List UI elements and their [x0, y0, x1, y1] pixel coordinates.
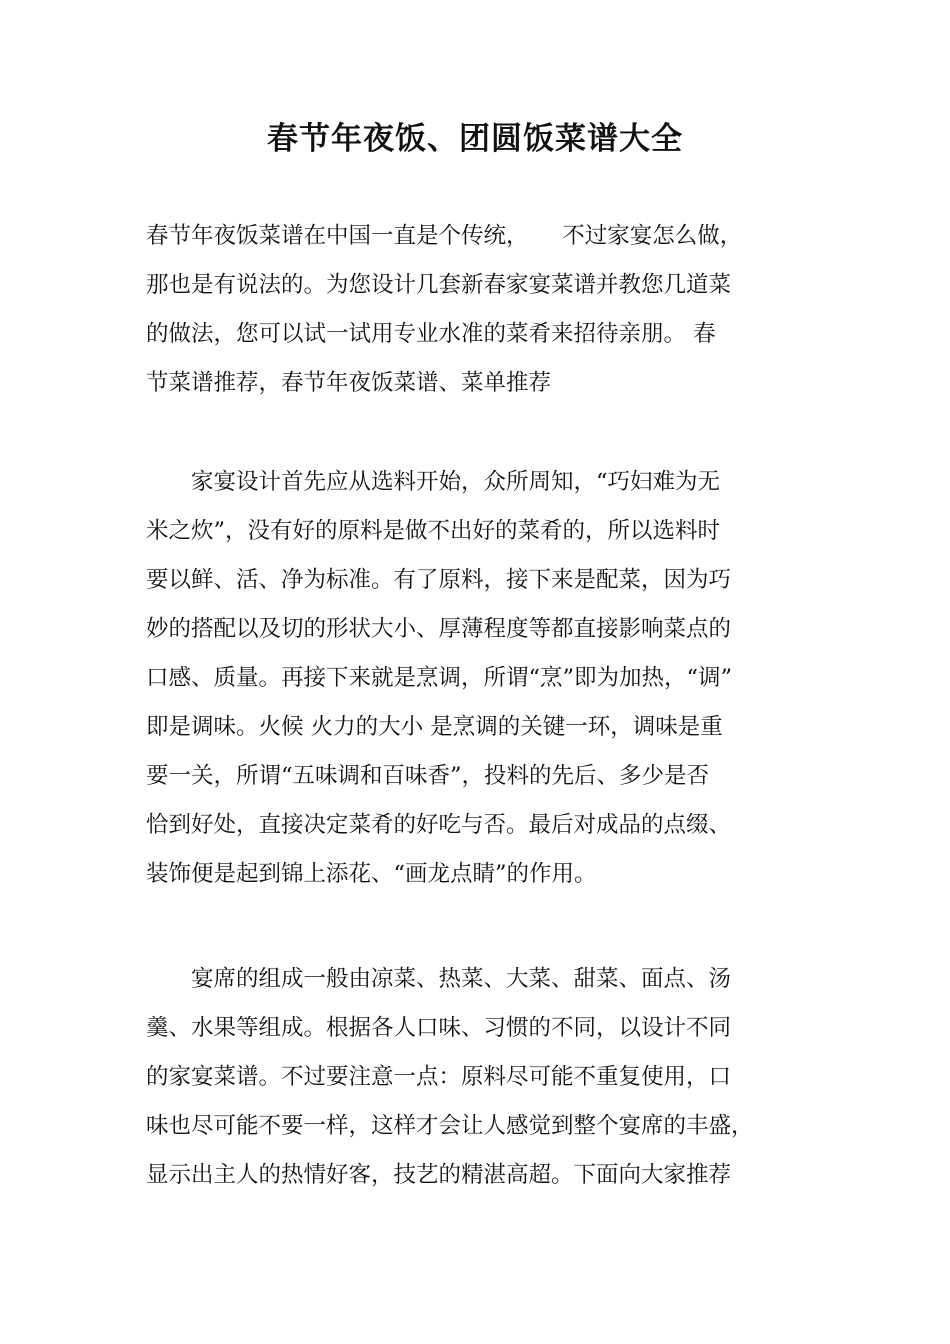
text-line: 恰到好处，直接决定菜肴的好吃与否。最后对成品的点缀、	[146, 812, 732, 838]
text-line: 装饰便是起到锦上添花、“画龙点睛”的作用。	[146, 861, 597, 887]
text-line: 节菜谱推荐，春节年夜饭菜谱、菜单推荐	[146, 370, 552, 396]
text-line: 要一关，所谓“五味调和百味香”，投料的先后、多少是否	[146, 763, 710, 789]
text-line: 家宴设计首先应从选料开始，众所周知，“巧妇难为无	[146, 469, 721, 495]
paragraph-intro	[146, 212, 811, 408]
document-title: 春节年夜饭、团圆饭菜谱大全	[267, 121, 683, 157]
text-line: 那也是有说法的。为您设计几套新春家宴菜谱并教您几道菜	[146, 272, 732, 298]
text-line: 要以鲜、活、净为标准。有了原料，接下来是配菜，因为巧	[146, 567, 732, 593]
text-line: 春节年夜饭菜谱在中国一直是个传统， 不过家宴怎么做，	[146, 223, 743, 249]
text-line: 显示出主人的热情好客，技艺的精湛高超。下面向大家推荐	[146, 1162, 732, 1188]
paragraph-banquet	[146, 955, 811, 1200]
paragraph-ingredients	[146, 458, 811, 899]
text-line: 米之炊”，没有好的原料是做不出好的菜肴的，所以选料时	[146, 518, 721, 544]
text-line: 妙的搭配以及切的形状大小、厚薄程度等都直接影响菜点的	[146, 616, 732, 642]
text-line: 味也尽可能不要一样，这样才会让人感觉到整个宴席的丰盛，	[146, 1113, 754, 1139]
text-line: 羹、水果等组成。根据各人口味、习惯的不同，以设计不同	[146, 1015, 732, 1041]
text-line: 即是调味。火候 火力的大小 是烹调的关键一环，调味是重	[146, 714, 723, 740]
text-line: 口感、质量。再接下来就是烹调，所谓“烹”即为加热，“调”	[146, 665, 733, 691]
text-line: 的做法，您可以试一试用专业水准的菜肴来招待亲朋。 春	[146, 321, 716, 347]
text-line: 的家宴菜谱。不过要注意一点：原料尽可能不重复使用，口	[146, 1064, 732, 1090]
text-line: 宴席的组成一般由凉菜、热菜、大菜、甜菜、面点、汤	[146, 966, 732, 992]
